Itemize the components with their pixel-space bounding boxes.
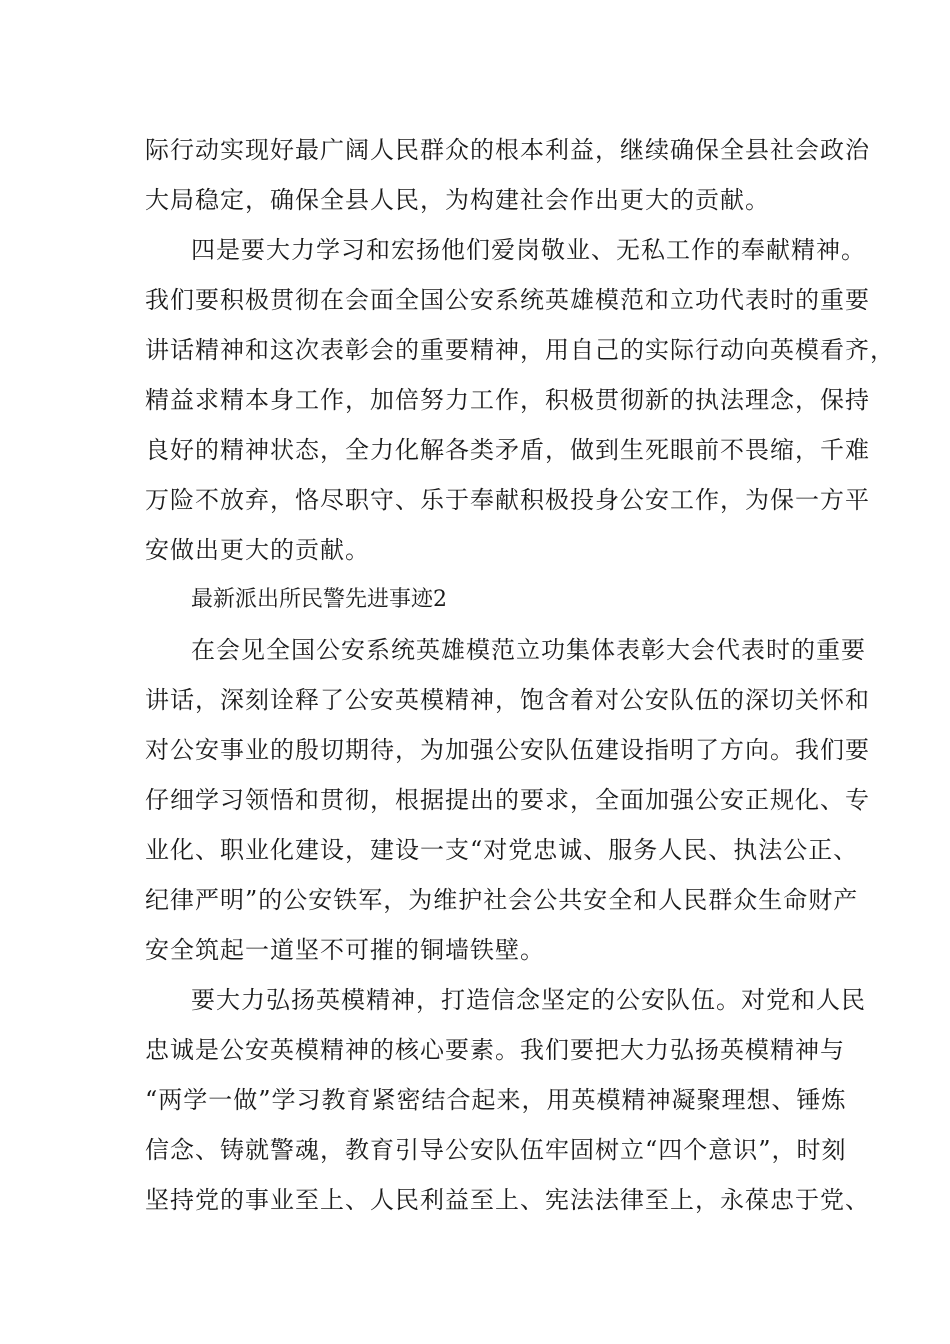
text-line <box>0 1180 950 1220</box>
text-line <box>0 1030 950 1070</box>
text-line <box>0 280 950 320</box>
text-line <box>0 230 950 270</box>
paragraph-text: 纪律严明”的公安铁军，为维护社会公共安全和人民群众生命财产 <box>145 886 859 914</box>
paragraph-text: 在会见全国公安系统英雄模范立功集体表彰大会代表时的重要 <box>191 636 866 664</box>
text-line <box>0 580 950 620</box>
paragraph-text: 讲话，深刻诠释了公安英模精神，饱含着对公安队伍的深切关怀和 <box>145 686 870 714</box>
text-line <box>0 330 950 370</box>
paragraph-text: 万险不放弃，恪尽职守、乐于奉献积极投身公安工作，为保一方平 <box>145 486 870 514</box>
paragraph-text: 安全筑起一道坚不可摧的铜墙铁壁。 <box>145 936 545 964</box>
text-line <box>0 1080 950 1120</box>
paragraph-text: 际行动实现好最广阔人民群众的根本利益，继续确保全县社会政治 <box>145 136 870 164</box>
text-line <box>0 730 950 770</box>
text-line <box>0 630 950 670</box>
paragraph-text: 业化、职业化建设，建设一支“对党忠诚、服务人民、执法公正、 <box>145 836 859 864</box>
text-line <box>0 1130 950 1170</box>
text-line <box>0 130 950 170</box>
paragraph-text: 仔细学习领悟和贯彻，根据提出的要求，全面加强公安正规化、专 <box>145 786 870 814</box>
paragraph-text: 大局稳定，确保全县人民，为构建社会作出更大的贡献。 <box>145 186 770 214</box>
paragraph-text: 我们要积极贯彻在会面全国公安系统英雄模范和立功代表时的重要 <box>145 286 870 314</box>
text-line <box>0 380 950 420</box>
section-heading: 最新派出所民警先进事迹2 <box>191 587 447 612</box>
text-line <box>0 480 950 520</box>
paragraph-text: 忠诚是公安英模精神的核心要素。我们要把大力弘扬英模精神与 <box>145 1036 845 1064</box>
paragraph-text: 讲话精神和这次表彰会的重要精神，用自己的实际行动向英模看齐， <box>145 336 895 364</box>
paragraph-text: 坚持党的事业至上、人民利益至上、宪法法律至上，永葆忠于党、 <box>145 1186 870 1214</box>
text-line <box>0 180 950 220</box>
text-line <box>0 980 950 1020</box>
text-line <box>0 680 950 720</box>
paragraph-text: 信念、铸就警魂，教育引导公安队伍牢固树立“四个意识”，时刻 <box>145 1136 847 1164</box>
text-line <box>0 780 950 820</box>
text-line <box>0 830 950 870</box>
paragraph-text: 要大力弘扬英模精神，打造信念坚定的公安队伍。对党和人民 <box>191 986 866 1014</box>
paragraph-text: 良好的精神状态，全力化解各类矛盾，做到生死眼前不畏缩，千难 <box>145 436 870 464</box>
paragraph-text: 安做出更大的贡献。 <box>145 536 370 564</box>
text-line <box>0 880 950 920</box>
paragraph-text: 对公安事业的殷切期待，为加强公安队伍建设指明了方向。我们要 <box>145 736 870 764</box>
text-line <box>0 430 950 470</box>
paragraph-text: 四是要大力学习和宏扬他们爱岗敬业、无私工作的奉献精神。 <box>191 236 866 264</box>
text-line <box>0 530 950 570</box>
text-line <box>0 930 950 970</box>
paragraph-text: 精益求精本身工作，加倍努力工作，积极贯彻新的执法理念，保持 <box>145 386 870 414</box>
paragraph-text: “两学一做”学习教育紧密结合起来，用英模精神凝聚理想、锤炼 <box>145 1086 847 1114</box>
